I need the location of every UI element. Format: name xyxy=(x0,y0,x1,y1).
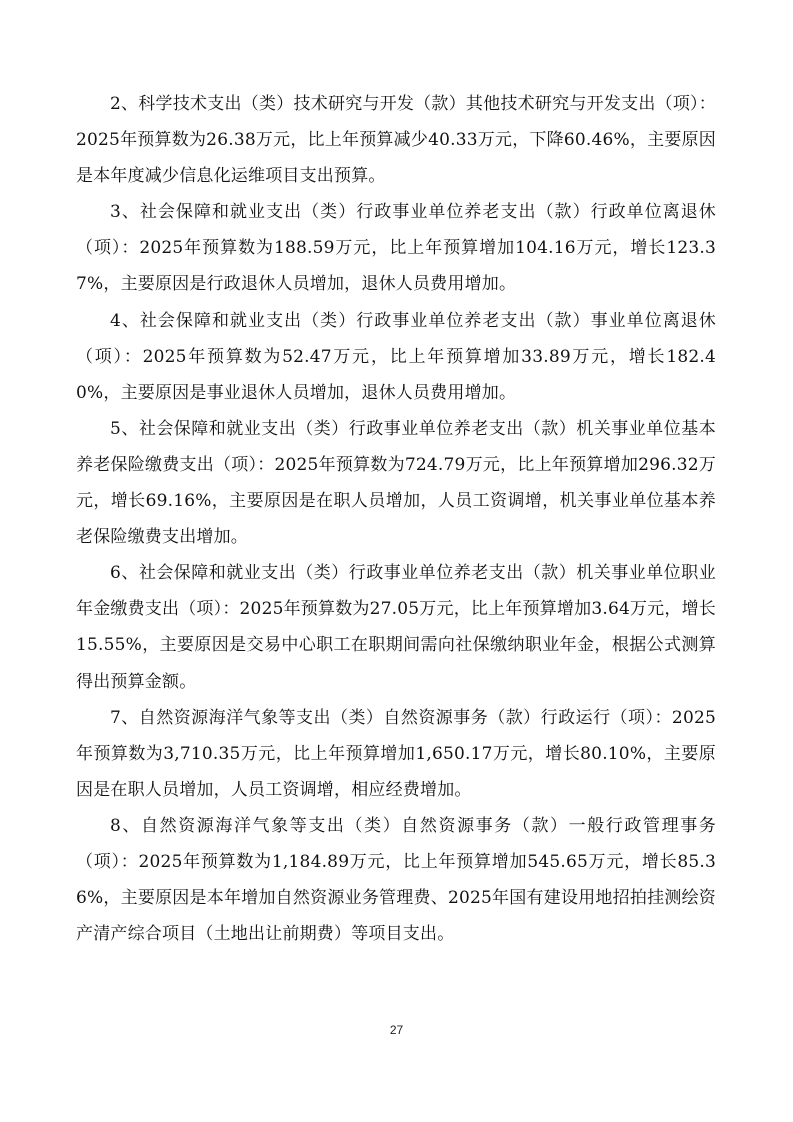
paragraph-item-2: 2、科学技术支出（类）技术研究与开发（款）其他技术研究与开发支出（项）：2025年预算数为26.38万元，比上年预算减少40.33万元，下降60.46%，主要原因是本年度减少信息化运维项目支出预算。 xyxy=(76,94,716,187)
paragraph-item-3: 3、社会保障和就业支出（类）行政事业单位养老支出（款）行政单位离退休（项）：2025年预算数为188.59万元，比上年预算增加104.16万元，增长123.37%，主要原因是行政退休人员增加，退休人员费用增加。 xyxy=(76,202,716,295)
paragraph-item-8: 8、自然资源海洋气象等支出（类）自然资源事务（款）一般行政管理事务（项）：2025年预算数为1,184.89万元，比上年预算增加545.65万元，增长85.36%，主要原因是本年增加自然资源业务管理费、2025年国有建设用地招拍挂测绘资产清产综合项目（土地出让前期费）等项目支出。 xyxy=(76,815,717,945)
body-text xyxy=(76,86,716,952)
paragraph-item-6: 6、社会保障和就业支出（类）行政事业单位养老支出（款）机关事业单位职业年金缴费支出（项）：2025年预算数为27.05万元，比上年预算增加3.64万元，增长15.55%，主要原因是交易中心职工在职期间需向社保缴纳职业年金，根据公式测算得出预算金额。 xyxy=(76,563,716,692)
paragraph-item-7: 7、自然资源海洋气象等支出（类）自然资源事务（款）行政运行（项）：2025年预算数为3,710.35万元，比上年预算增加1,650.17万元，增长80.10%，主要原因是在职人员增加，人员工资调增，相应经费增加。 xyxy=(76,707,716,800)
page-number: 27 xyxy=(389,1023,404,1037)
paragraph-item-4: 4、社会保障和就业支出（类）行政事业单位养老支出（款）事业单位离退休（项）：2025年预算数为52.47万元，比上年预算增加33.89万元，增长182.40%，主要原因是事业退休人员增加，退休人员费用增加。 xyxy=(76,310,716,403)
paragraph-item-5: 5、社会保障和就业支出（类）行政事业单位养老支出（款）机关事业单位基本养老保险缴费支出（项）：2025年预算数为724.79万元，比上年预算增加296.32万元，增长69.16%，主要原因是在职人员增加，人员工资调增，机关事业单位基本养老保险缴费支出增加。 xyxy=(76,418,716,548)
